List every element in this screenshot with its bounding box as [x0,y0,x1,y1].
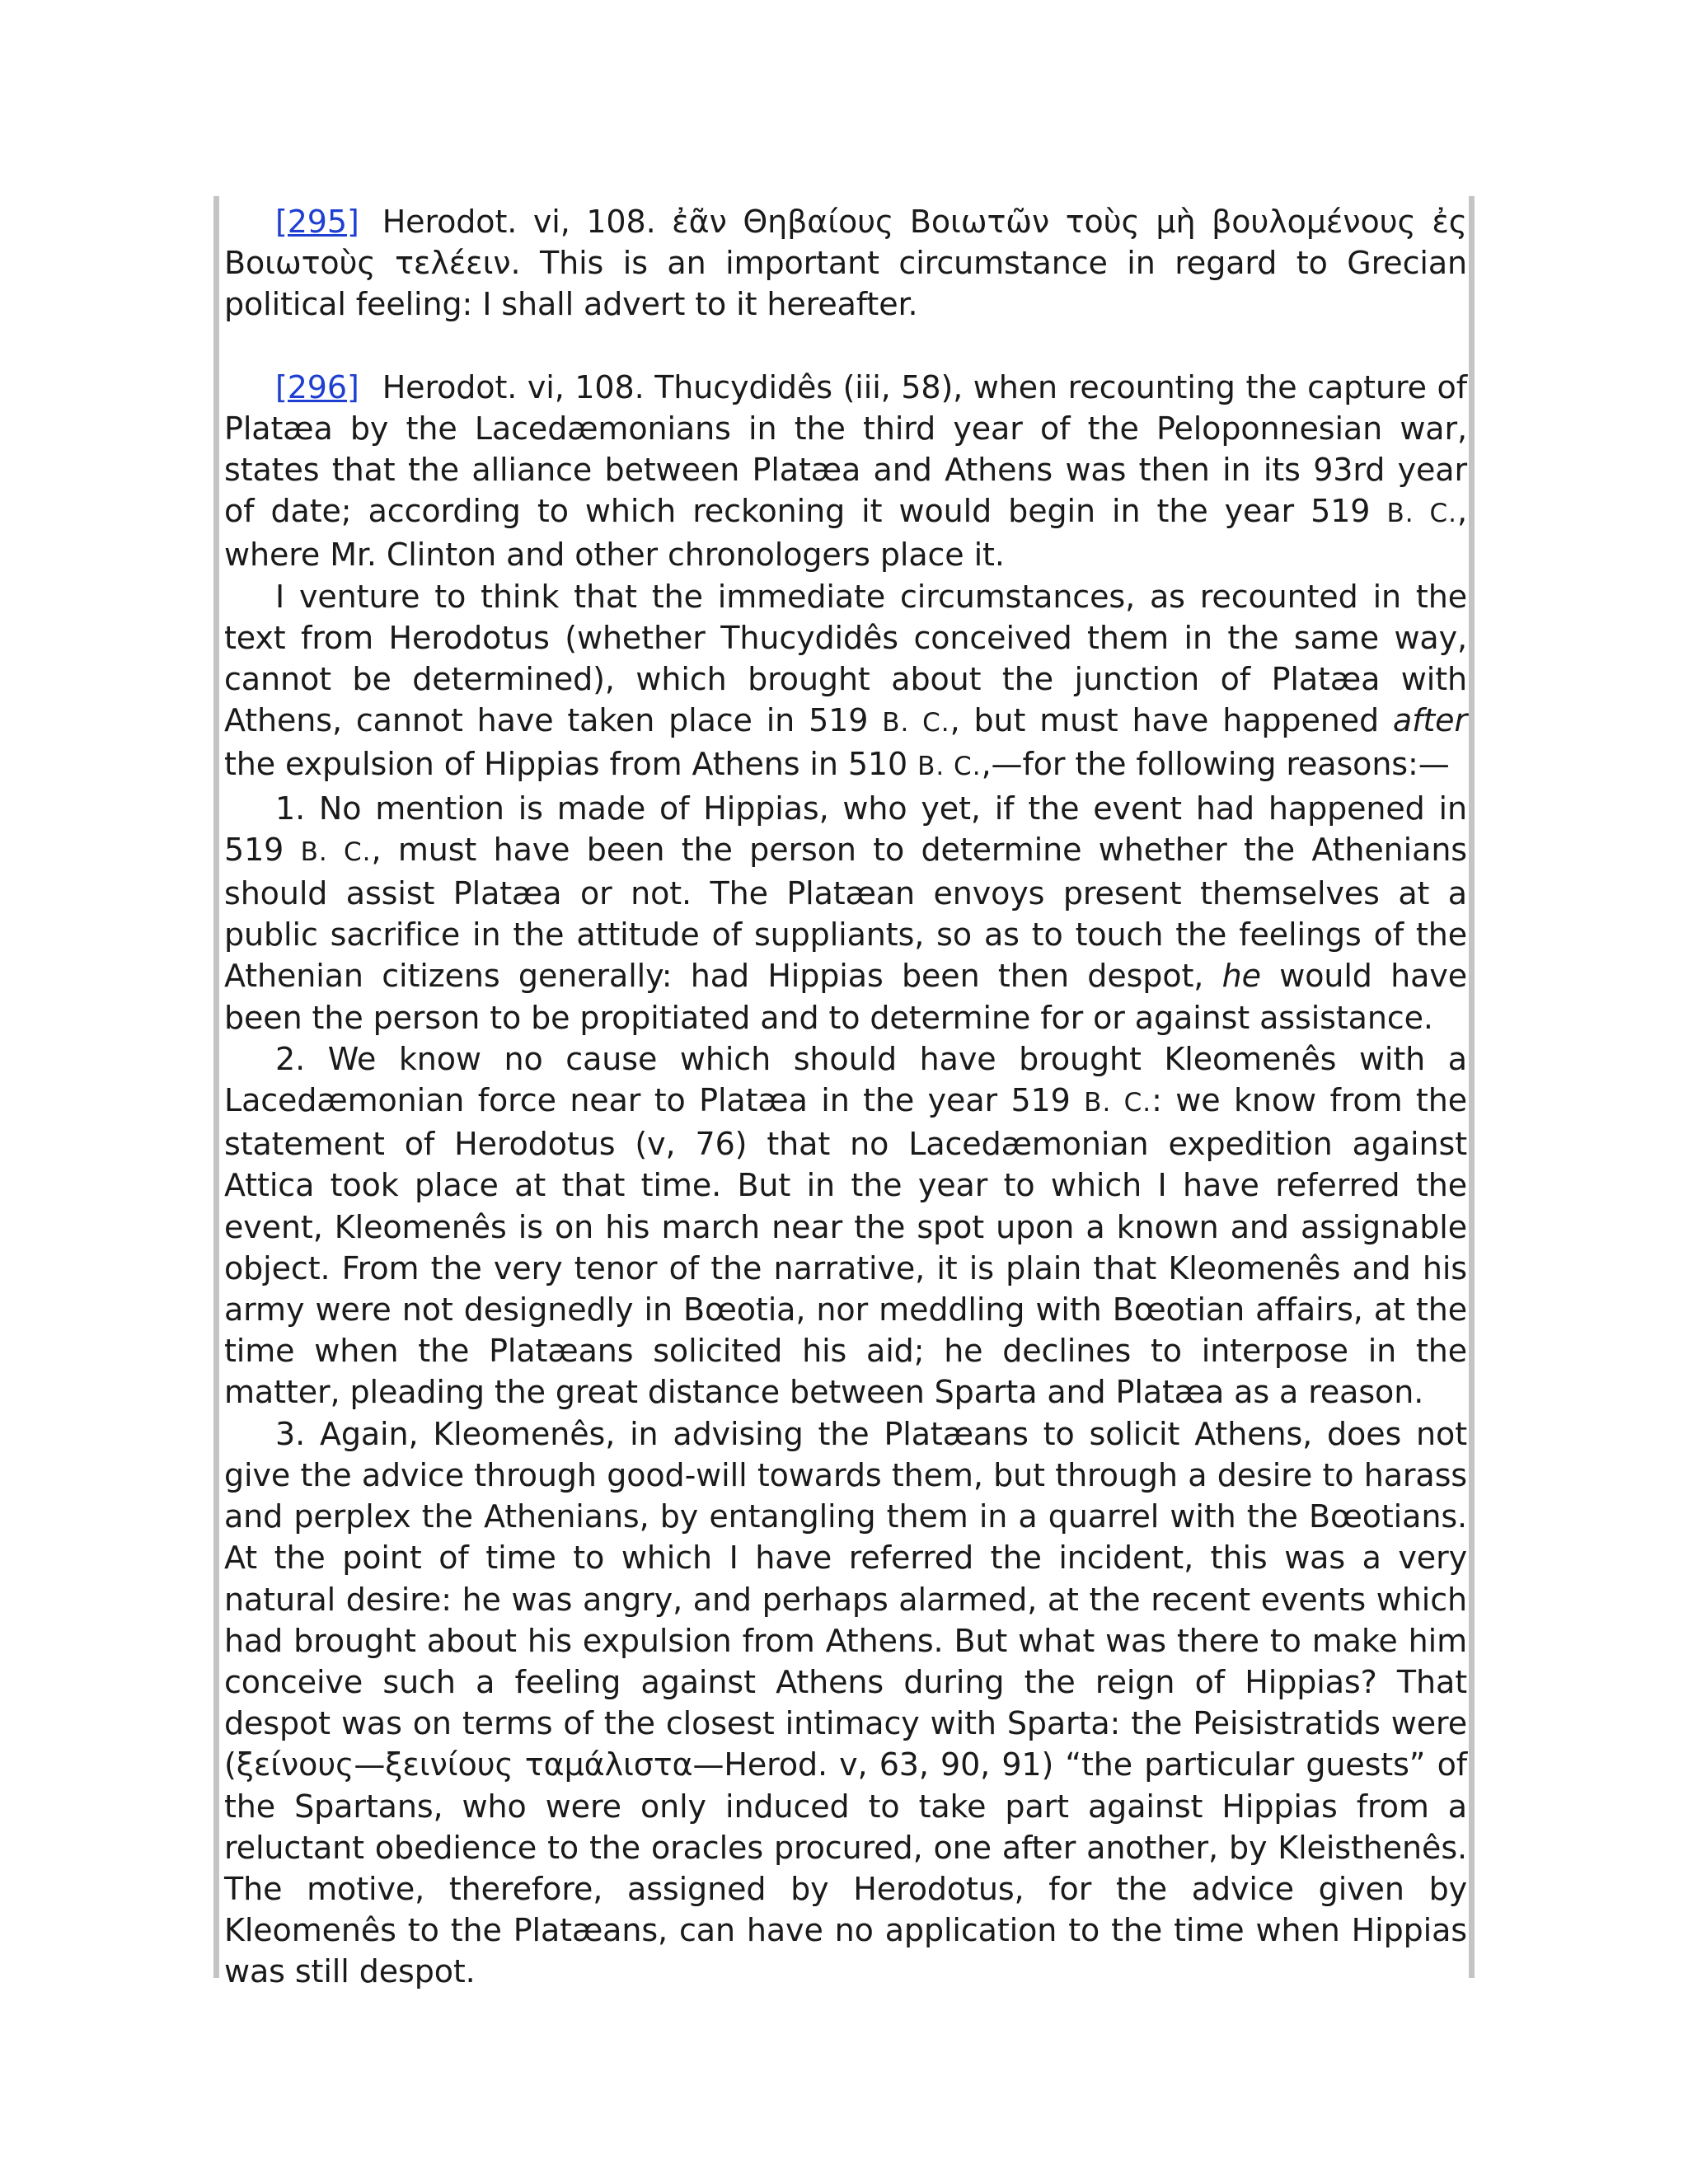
footnote-296-reason-3 [224,1413,1467,1993]
footnote-ref-296[interactable]: [296] [275,368,359,405]
footnote-296-paragraph-2 [224,576,1467,788]
paragraph-text: , must have been the person to determine whether the Athenians should assist Platæa or not. The Platæan envoys present themselves at a public sacrifice in the attitude of suppliants, so as to touch the feelings of the Athenian citizens generally: had Hippias been then despot, [224,831,1467,995]
paragraph-text: would have been the person to be propitiated and to determine for or against assistance. [224,958,1468,1036]
era-abbrev: B. C. [1084,1088,1152,1118]
paragraph-text: , but must have happened [950,702,1393,739]
era-abbrev: B. C. [917,752,982,782]
footnote-content [224,201,1467,1993]
paragraph-text: 3. Again, Kleomenês, in advising the Platæans to solicit Athens, does not give the advice through good-will towards them, but through a desire to harass and perplex the Athenians, by entangling them in a quarrel with the Bœotians. At the point of time to which I have referred the incident, this was a very natural desire: he was angry, and perhaps alarmed, at the recent events which had brought about his expulsion from Athens. But what was there to make him conceive such a feeling against Athens during the reign of Hippias? That despot was on terms of the closest intimacy with Sparta: the Peisistratids were (ξείνους—ξεινίους ταμάλιστα—Herod. v, 63, 90, 91) “the particular guests” of the Spartans, who were only induced to take part against Hippias from a reluctant obedience to the oracles procured, one after another, by Kleisthenês. The motive, therefore, assigned by Herodotus, for the advice given by Kleomenês to the Platæans, can have no application to the time when Hippias was still despot. [224,1415,1467,1990]
paragraph-text: : we know from the statement of Herodotus (v, 76) that no Lacedæmonian expedition against Attica took place at that time. But in the year to which I have referred the event, Kleomenês is on his march near the spot upon a known and assignable object. From the very tenor of the narrative, it is plain that Kleomenês and his army were not designedly in Bœotia, nor meddling with Bœotian affairs, at the time when the Platæans solicited his aid; he declines to interpose in the matter, pleading the great distance between Sparta and Platæa as a reason. [224,1082,1467,1411]
footnote-296-reason-1 [224,788,1467,1038]
footnote-295 [224,201,1467,326]
footnote-296-text: Herodot. vi, 108. Thucydidês (iii, 58), when recounting the capture of Platæa by the Lacedæmonians in the third year of the Peloponnesian war, states that the alliance between Platæa and Athens was then in its 93rd year of date; according to which reckoning it would begin in the year 519 [224,368,1467,530]
footnote-296-reason-2 [224,1038,1467,1413]
footnote-ref-295[interactable]: [295] [275,204,359,240]
emphasis-he: he [1221,958,1261,995]
paragraph-text: the expulsion of Hippias from Athens in 510 [224,746,918,783]
paragraph-text: I venture to think that the immediate circumstances, as recounted in the text from Herodotus (whether Thucydidês conceived them in the same way, cannot be determined), which brought about the junction of Platæa with Athens, cannot have taken place in 519 [224,578,1467,739]
footnote-296 [224,367,1467,576]
era-abbrev: B. C. [1386,499,1458,529]
paragraph-text: 2. We know no cause which should have brought Kleomenês with a Lacedæmonian force near to Platæa in the year 519 [224,1040,1467,1119]
era-abbrev: B. C. [300,837,372,867]
emphasis-after: after [1392,702,1467,739]
footnote-296-text: , where Mr. Clinton and other chronologers place it. [224,493,1467,574]
paragraph-text: ,—for the following reasons:— [981,746,1450,783]
footnote-page [213,196,1475,1990]
era-abbrev: B. C. [882,708,950,738]
footnote-295-text: Herodot. vi, 108. ἐᾶν Θηβαίους Βοιωτῶν τοὺς μὴ βουλομένους ἐς Βοιωτοὺς τελέειν. This is an important circumstance in regard to Grecian political feeling: I shall advert to it hereafter. [224,204,1467,323]
paragraph-text: 1. No mention is made of Hippias, who yet, if the event had happened in 519 [224,790,1467,868]
